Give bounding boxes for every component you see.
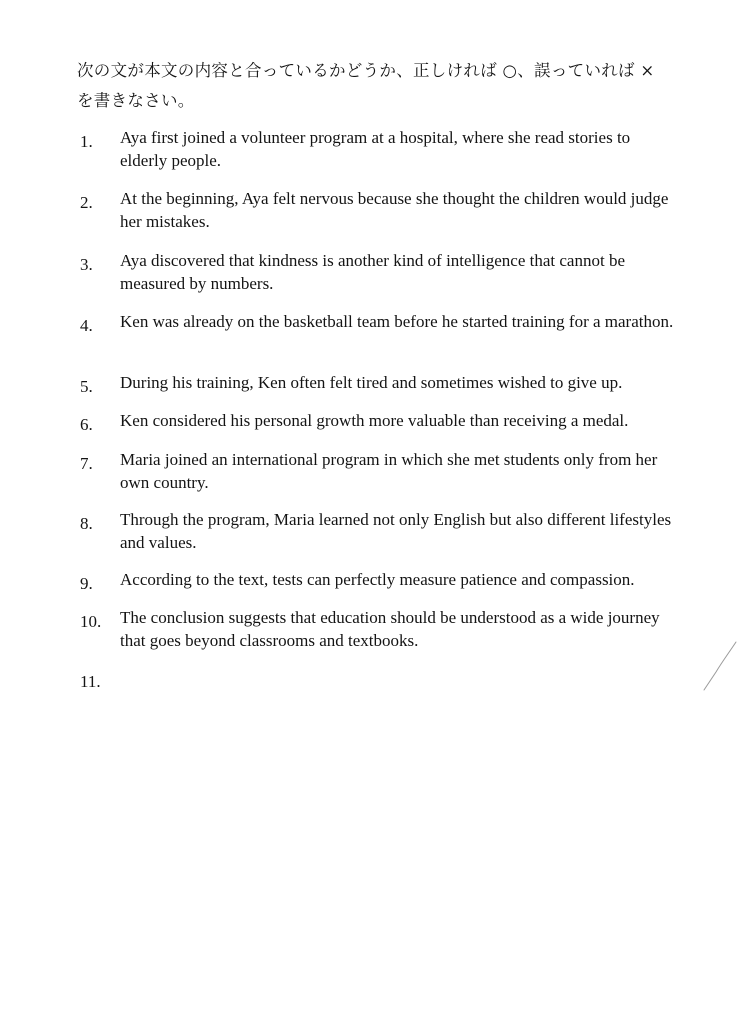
question-statement: During his training, Ken often felt tired and sometimes wished to give up. xyxy=(120,373,623,392)
question-number: 1. xyxy=(80,132,93,151)
pen-stroke-mark xyxy=(698,640,738,692)
question-statement: Aya discovered that kindness is another kind of intelligence that cannot be measured by numbers. xyxy=(120,251,625,293)
question-statement: According to the text, tests can perfectly measure patience and compassion. xyxy=(120,570,635,589)
question-item xyxy=(80,250,680,311)
question-statement: Maria joined an international program in which she met students only from her own country. xyxy=(120,450,658,492)
question-statement: The conclusion suggests that education should be understood as a wide journey that goes beyond classrooms and textbooks. xyxy=(120,608,660,650)
instruction-line-1: 次の文が本文の内容と合っているかどうか、正しければ ○、誤っていれば × xyxy=(77,61,655,80)
instruction-text xyxy=(77,56,687,116)
question-statement: Through the program, Maria learned not only English but also different lifestyles and values. xyxy=(120,510,672,552)
question-item xyxy=(80,311,680,372)
question-number: 11. xyxy=(80,672,101,691)
question-statement: At the beginning, Aya felt nervous because she thought the children would judge her mistakes. xyxy=(120,189,669,231)
question-number: 8. xyxy=(80,514,93,533)
question-item xyxy=(80,569,680,607)
question-statement: Aya first joined a volunteer program at a hospital, where she read stories to elderly people. xyxy=(120,128,631,170)
question-statement: Ken was already on the basketball team before he started training for a marathon. xyxy=(120,312,674,331)
question-list xyxy=(80,127,680,697)
question-item xyxy=(80,127,680,188)
question-number: 10. xyxy=(80,612,102,631)
instruction-line-2: を書きなさい。 xyxy=(77,91,195,110)
question-item xyxy=(80,372,680,410)
question-statement: Ken considered his personal growth more valuable than receiving a medal. xyxy=(120,411,629,430)
question-item xyxy=(80,410,680,449)
question-number: 4. xyxy=(80,316,93,335)
question-number: 6. xyxy=(80,415,93,434)
question-number: 5. xyxy=(80,377,93,396)
question-item xyxy=(80,667,680,697)
question-item xyxy=(80,509,680,569)
question-number: 2. xyxy=(80,193,93,212)
question-item xyxy=(80,607,680,667)
question-item xyxy=(80,188,680,250)
question-number: 7. xyxy=(80,454,93,473)
question-number: 9. xyxy=(80,574,93,593)
question-item xyxy=(80,449,680,509)
question-number: 3. xyxy=(80,255,93,274)
